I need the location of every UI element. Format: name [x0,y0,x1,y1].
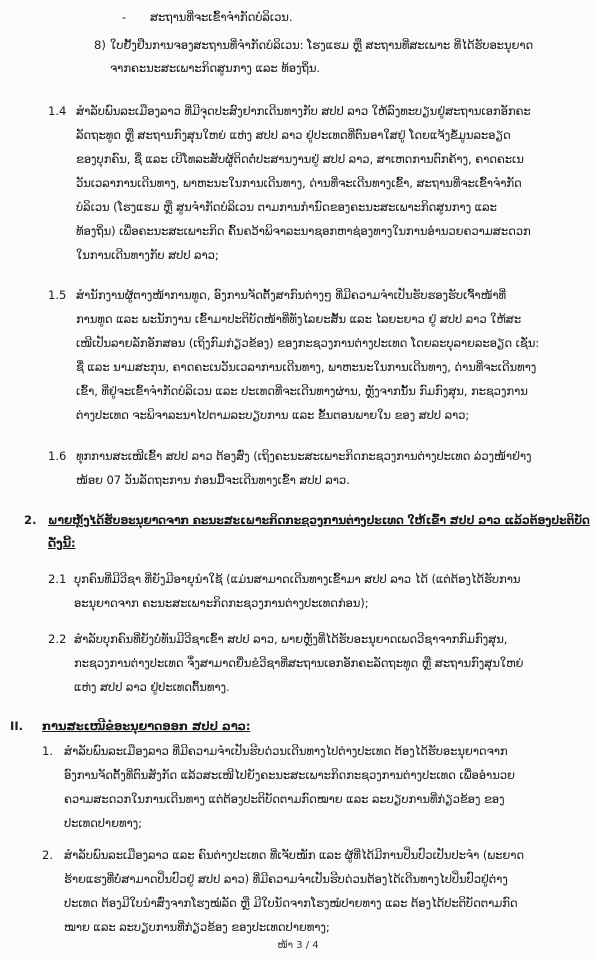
section-II-1-line: ປະເທດປາຍທາງ; [64,816,142,830]
section-2-number: 2. [24,513,37,527]
section-II-1-line: ສຳລັບພົນລະເມືອງລາວ ທີ່ມີຄວາມຈຳເປັນຮີບດ່ວນເດີນທາງໄປຕ່າງປະເທດ ຕ້ອງໄດ້ຮັບອະນຸຍາດຈາກ [64,744,508,758]
section-2-2-line: ສຳລັບບຸກຄົນທີ່ຍັງບໍ່ທັນມີວີຊາເຂົ້າ ສປປ ລາວ, ພາຍຫຼັງທີ່ໄດ້ຮັບອະນຸຍາດເພດວີຊາຈາກກົມກົງສຸນ, [74,632,508,646]
section-1-6-line: ໜ້ອຍ 07 ວັນລັດຖະການ ກ່ອນມື້ຈະເດີນທາງເຂົ້າ ສປປ ລາວ. [76,473,350,487]
section-II-2-line: ຮ້າຍແຮງທີ່ບໍ່ສາມາດປິ່ນປົວຢູ່ ສປປ ລາວ) ທີ່ມີຄວາມຈຳເປັນຮີບດ່ວນຕ້ອງໄດ້ເດີນທາງໄປປິ່ນປົວຢູ່ຕ່າງ [64,872,508,886]
section-1-6-number: 1.6 [48,449,67,463]
section-II-1-line: ອົງການຈັດຕັ້ງທີ່ຕົນສັງກັດ ແລ້ວສະເໜີໄປຍັງຄະນະສະເພາະກິດກະຊວງການຕ່າງປະເທດ ເພື່ອອຳນວຍ [64,768,515,782]
page-number: ໜ້າ 3 / 4 [277,940,319,951]
section-1-5-line: ຕ່າງປະເທດ ຈະພິຈາລະນາໄປຕາມລະບຽບການ ແລະ ຂັ້ນຕອນພາຍໃນ ຂອງ ສປປ ລາວ; [76,408,470,422]
section-1-4-line: ທ້ອງຖິ່ນ) ເພື່ອຄະນະສະເພາະກິດ ຄົ້ນຄວ້າພິຈາລະນາຊອກຫາຊ່ອງທາງໃນການອຳນວຍຄວາມສະດວກ [76,224,531,238]
section-1-4-line: ວັນເວລາການເດີນທາງ, ພາຫະນະໃນການເດີນທາງ, ດ່ານທີ່ຈະເດີນທາງເຂົ້າ, ສະຖານທີ່ຈະເຂົ້າຈຳກັດ [76,176,522,190]
section-2-1-line: ບຸກຄົນທີ່ມີວີຊາ ທີ່ຍັງມີອາຍຸນຳໃຊ້ (ແມ່ນສາມາດເດີນທາງເຂົ້າມາ ສປປ ລາວ ໄດ້ (ແຕ່ຕ້ອງໄດ້ຮັບການ [74,572,521,586]
section-2-2-line: ກະຊວງການຕ່າງປະເທດ ຈຶ່ງສາມາດຍື່ນຂໍວີຊາທີ່ສະຖານເອກອັກຄະລັດຖະທູດ ຫຼື ສະຖານກົງສຸນໃຫຍ່ [74,656,524,670]
section-1-5-line: ສຳນັກງານຜູ້ຕາງໜ້າການທູດ, ອົງການຈັດຕັ້ງສາກົນຕ່າງໆ ທີ່ມີຄວາມຈຳເປັນຮັບຮອງຮັບເຈົ້າໜ້າທີ່ [76,288,507,302]
item-8-line-2: ຈາກຄະນະສະເພາະກິດສູນກາງ ແລະ ທ້ອງຖິ່ນ. [110,61,320,75]
section-1-5-line: ການທູດ ແລະ ພະນັກງານ ເຂົ້າມາປະຕິບັດໜ້າທີ່ທັງໄລຍະສັ້ນ ແລະ ໄລຍະຍາວ ຢູ່ ສປປ ລາວ ໃຫ້ສະ [76,312,522,326]
section-1-4-line: ບໍລິເວນ (ໂຮງແຮມ ຫຼື ສູນຈຳກັດບໍລິເວນ ຕາມການກຳນົດຂອງຄະນະສະເພາະກິດສູນກາງ ແລະ [76,200,497,214]
item-8-line-1: ໃບຢັ້ງຢືນການຈອງສະຖານທີ່ຈຳກັດບໍລິເວນ: ໂຮງແຮມ ຫຼື ສະຖານທີ່ສະເພາະ ທີ່ໄດ້ຮັບອະນຸຍາດ [110,38,534,52]
section-1-4-line: ໃນການເດີນທາງກັບ ສປປ ລາວ; [76,248,219,262]
section-II-2-line: ສຳລັບພົນລະເມືອງລາວ ແລະ ຄົນຕ່າງປະເທດ ທີ່ເຈັບໜັກ ແລະ ຜູ້ທີ່ໄດ້ມີການປິ່ນປົວເປັນປະຈຳ (ພະຍາດ [64,848,525,862]
section-2-1-number: 2.1 [48,572,67,586]
section-1-4-line: ລັດຖະທູດ ຫຼື ສະຖານກົງສຸນໃຫຍ່ ແຫ່ງ ສປປ ລາວ ຢູ່ປະເທດທີ່ຕົນອາໃສຢູ່ ໂດຍແຈ້ງຂໍ້ມູນລະອຽດ [76,128,511,142]
section-1-4-line: ສຳລັບພົນລະເມືອງລາວ ທີ່ມີຈຸດປະສົງຢາກເດີນທາງກັບ ສປປ ລາວ ໃຫ້ລົງທະບຽນຢູ່ສະຖານເອກອັກຄະ [76,104,531,118]
section-1-5-line: ຊື່ ແລະ ນາມສະກຸນ, ຄາດຄະເນວັນເວລາການເດີນທາງ, ພາຫະນະໃນການເດີນທາງ, ດ່ານທີ່ຈະເດີນທາງ [76,360,537,374]
item-8-number: 8) [94,38,106,52]
section-II-2-line: ໝາຍ ແລະ ລະບຽບການທີ່ກ່ຽວຂ້ອງ ຂອງປະເທດປາຍທາງ; [64,920,330,934]
section-II-title: ການສະເໜີຂໍອະນຸຍາດອອກ ສປປ ລາວ: [42,719,251,733]
section-II-1-line: ຄວາມສະດວກໃນການເດີນທາງ ແຕ່ຕ້ອງປະຕິບັດຕາມກົດໝາຍ ແລະ ລະບຽບການທີ່ກ່ຽວຂ້ອງ ຂອງ [64,792,505,806]
bullet-line: ສະຖານທີ່ຈະເຂົ້າຈຳກັດບໍລິເວນ. [150,10,293,24]
section-1-5-line: ເໜີເປັນລາຍລັກອັກສອນ (ເຖິງກົມກ່ຽວຂ້ອງ) ຂອງກະຊວງການຕ່າງປະເທດ ໂດຍລະບຸລາຍລະອຽດ ເຊັ່ນ: [76,336,540,350]
section-1-5-line: ເຂົ້າ, ທີ່ຢູ່ຈະເຂົ້າຈຳກັດບໍລິເວນ ແລະ ປະເທດທີ່ຈະເດີນທາງຜ່ານ, ຫຼັງຈາກນັ້ນ ກົມກົງສຸນ, ກະຊວງການ [76,384,528,398]
section-2-2-number: 2.2 [48,632,67,646]
section-II-2-line: ປະເທດ ຕ້ອງມີໃບນຳສົ່ງຈາກໂຮງໝໍລັດ ຫຼື ມີໃບນັດຈາກໂຮງໝໍປາຍທາງ ແລະ ຕ້ອງໄດ້ປະຕິບັດຕາມກົດ [64,896,518,910]
section-2-heading: ພາຍຫຼັງໄດ້ຮັບອະນຸຍາດຈາກ ຄະນະສະເພາະກິດກະຊວງການຕ່າງປະເທດ ໃຫ້ເຂົ້າ ສປປ ລາວ ແລ້ວຕ້ອງປະຕິບັດ [48,513,590,527]
section-2-heading: ດັ່ງນີ້: [48,536,76,550]
section-2-2-line: ແຫ່ງ ສປປ ລາວ ຢູ່ປະເທດຕົ້ນທາງ. [74,680,230,694]
bullet-dash: - [122,10,127,24]
section-II-2-number: 2. [42,848,54,862]
section-1-4-number: 1.4 [48,104,67,118]
section-2-1-line: ອະນຸຍາດຈາກ ຄະນະສະເພາະກິດກະຊວງການຕ່າງປະເທດກ່ອນ); [74,596,369,610]
section-1-5-number: 1.5 [48,288,67,302]
section-1-4-line: ຂອງບຸກຄົນ, ຊື່ ແລະ ເບີໂທລະສັບຜູ້ຕິດຕໍ່ປະສານງານຢູ່ ສປປ ລາວ, ສາເຫດການຕົກຄ້າງ, ຄາດຄະເນ [76,152,524,166]
section-1-6-line: ທຸກການສະເໜີເຂົ້າ ສປປ ລາວ ຕ້ອງສົ່ງ (ເຖິງຄະນະສະເພາະກິດກະຊວງການຕ່າງປະເທດ ລ່ວງໜ້າຢ່າງ [76,449,532,463]
section-II-1-number: 1. [42,744,54,758]
section-II-number: II. [10,719,24,733]
